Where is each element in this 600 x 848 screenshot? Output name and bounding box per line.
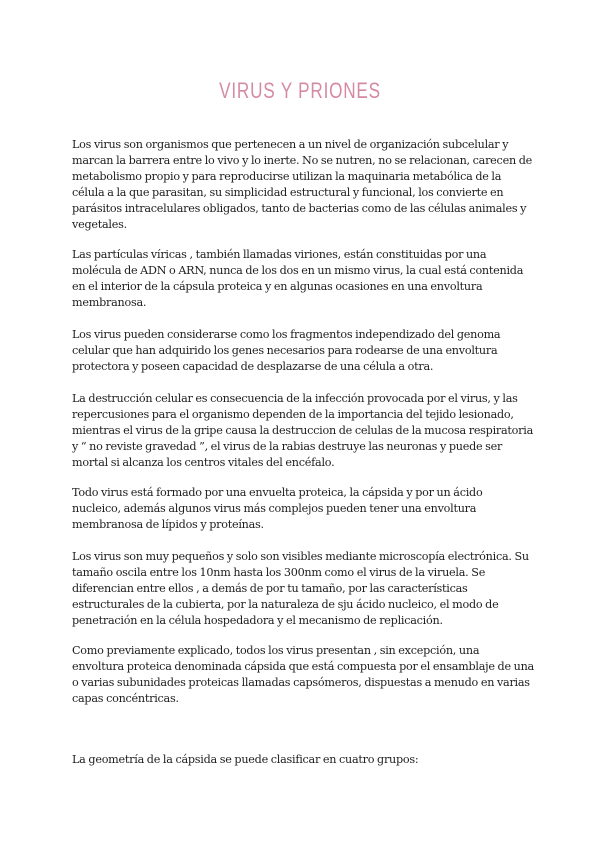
paragraph-virus-definition [72, 137, 542, 233]
text-line: Los virus son organismos que pertenecen a un nivel de organización subcelular y [72, 138, 509, 151]
paragraph-genome-fragments [72, 327, 542, 375]
paragraph-cell-destruction [72, 391, 542, 471]
text-line: tamaño oscila entre los 10nm hasta los 300nm como el virus de la viruela. Se [72, 566, 486, 579]
text-line: Todo virus está formado por una envuelta proteica, la cápsida y por un ácido [72, 486, 483, 499]
text-line: celular que han adquirido los genes necesarios para rodearse de una envoltura [72, 344, 498, 357]
paragraph-virus-structure [72, 485, 542, 533]
text-line: en el interior de la cápsula proteica y en algunas ocasiones en una envoltura [72, 280, 483, 293]
text-line: repercusiones para el organismo dependen de la importancia del tejido lesionado, [72, 408, 514, 421]
paragraph-capsid [72, 643, 542, 707]
text-line: o varias subunidades proteicas llamadas capsómeros, dispuestas a menudo en varias [72, 676, 530, 689]
page-title: VIRUS Y PRIONES [219, 78, 381, 103]
text-line: Las partículas víricas , también llamadas viriones, están constituidas por una [72, 248, 487, 261]
text-line: y “ no reviste gravedad ”, el virus de la rabias destruye las neuronas y puede ser [72, 440, 503, 453]
text-line: membranosa. [72, 296, 147, 309]
text-line: molécula de ADN o ARN, nunca de los dos en un mismo virus, la cual está contenida [72, 264, 524, 277]
text-line: Como previamente explicado, todos los virus presentan , sin excepción, una [72, 644, 480, 657]
text-line: marcan la barrera entre lo vivo y lo inerte. No se nutren, no se relacionan, carecen de [72, 154, 532, 167]
text-line: La destrucción celular es consecuencia de la infección provocada por el virus, y las [72, 392, 518, 405]
text-line: membranosa de lípidos y proteínas. [72, 518, 264, 531]
paragraph-capsid-geometry [72, 752, 542, 768]
paragraph-viral-particles [72, 247, 542, 311]
text-line: célula a la que parasitan, su simplicidad estructural y funcional, los convierte en [72, 186, 504, 199]
text-line: estructurales de la cubierta, por la naturaleza de sju ácido nucleico, el modo de [72, 598, 499, 611]
text-line: envoltura proteica denominada cápsida que está compuesta por el ensamblaje de una [72, 660, 534, 673]
text-line: vegetales. [72, 218, 127, 231]
text-line: capas concéntricas. [72, 692, 179, 705]
text-line: metabolismo propio y para reproducirse utilizan la maquinaria metabólica de la [72, 170, 502, 183]
text-line: nucleico, además algunos virus más complejos pueden tener una envoltura [72, 502, 477, 515]
text-line: mortal si alcanza los centros vitales del encéfalo. [72, 456, 335, 469]
text-line: Los virus pueden considerarse como los fragmentos independizado del genoma [72, 328, 501, 341]
text-line: protectora y poseen capacidad de desplazarse de una célula a otra. [72, 360, 434, 373]
text-line: penetración en la célula hospedadora y el mecanismo de replicación. [72, 614, 443, 627]
text-line: mientras el virus de la gripe causa la destruccion de celulas de la mucosa respiratoria [72, 424, 534, 437]
text-line: La geometría de la cápsida se puede clasificar en cuatro grupos: [72, 753, 419, 766]
text-line: Los virus son muy pequeños y solo son visibles mediante microscopía electrónica. Su [72, 550, 529, 563]
text-line: parásitos intracelulares obligados, tanto de bacterias como de las células animales y [72, 202, 527, 215]
text-line: diferencian entre ellos , a demás de por tu tamaño, por las características [72, 582, 468, 595]
paragraph-virus-size [72, 549, 542, 629]
